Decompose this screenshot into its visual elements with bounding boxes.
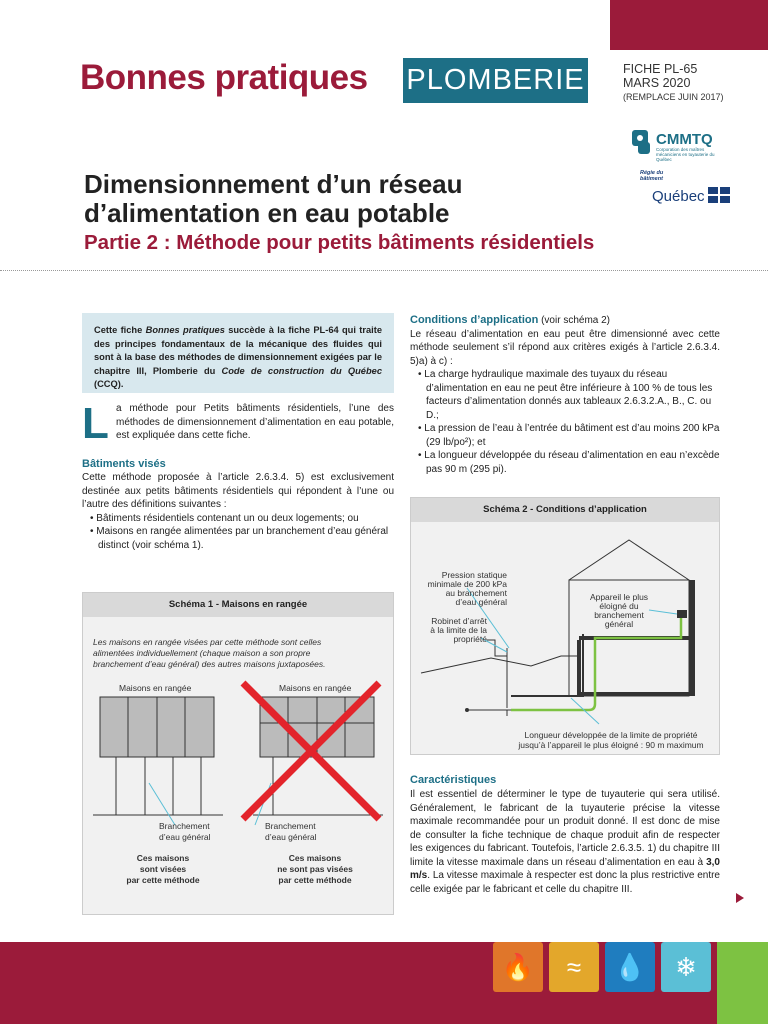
- schema1-branch-left-2: d’eau général: [159, 832, 211, 842]
- conditions-bullet-1: • La charge hydraulique maximale des tuyaux du réseau d’alimentation en eau ne peut être inférieure à 100 % de tous les facteurs d’alimentation donnés aux tableaux 2.6.3.2.A., B., C. ou D.;: [418, 369, 713, 421]
- fleur-de-lys-icon: [708, 187, 730, 203]
- conditions-heading: Conditions d’application: [410, 314, 539, 326]
- schema2-pressure-3: au branchement: [445, 588, 507, 598]
- caracteristiques-text-2: . La vitesse maximale à respecter est donc la plus restrictive entre celle exigée par le fabricant et celle du chapitre III.: [410, 870, 720, 895]
- schema2-pressure-4: d’eau général: [455, 597, 507, 607]
- cmmtq-wordmark: CMMTQ: [656, 131, 713, 148]
- intro-box: [82, 313, 394, 393]
- schema2-fixture-1: Appareil le plus: [589, 592, 649, 602]
- section-caracteristiques: [410, 774, 720, 896]
- conditions-ref: (voir schéma 2): [538, 315, 611, 326]
- schema1-diagram: [83, 593, 393, 914]
- schema2-diagram: [411, 498, 719, 754]
- schema2-valve-1: Robinet d’arrêt: [431, 616, 487, 626]
- schema1-visees-2: sont visées: [139, 864, 187, 874]
- green-accent-bar: [717, 942, 768, 1024]
- lead-paragraph: a méthode pour Petits bâtiments résidentiels, l’une des méthodes de dimensionnement d’alimentation en eau potable, est expliquée dans cette fiche.: [116, 403, 394, 441]
- drop-cap: L: [82, 399, 109, 448]
- schema1-non-visees-3: par cette méthode: [278, 875, 352, 885]
- intro-em-1: Bonnes pratiques: [145, 325, 225, 335]
- wind-icon: ≈: [549, 942, 599, 992]
- section-conditions: [410, 314, 720, 476]
- schema2-length-2: jusqu’à l’appareil le plus éloigné : 90 m maximum: [518, 740, 704, 750]
- schema1-title: Schéma 1 - Maisons en rangée: [83, 593, 393, 617]
- brand-title: Bonnes pratiques: [80, 58, 368, 97]
- schema1-non-visees-1: Ces maisons: [288, 853, 342, 863]
- supply-pipe: [511, 634, 583, 696]
- schema1-pointer-left: [149, 783, 175, 825]
- intro-text-2: succède à la fiche PL-64 qui traite des principes fondamentaux de la mécanique des fluides qui sont à la base des méthodes de dimensionnement exigées par le chapitre III, Plomberie du: [94, 325, 382, 376]
- conditions-bullet-2: • La pression de l’eau à l’entrée du bâtiment est d’au moins 200 kPa (29 lb/po²); et: [418, 423, 720, 448]
- batiments-heading: Bâtiments visés: [82, 458, 166, 470]
- fixture-icon: [677, 610, 687, 618]
- schema2-pressure-2: minimale de 200 kPa: [427, 579, 507, 589]
- fiche-replace: (REMPLACE JUIN 2017): [623, 92, 724, 102]
- conditions-text: Le réseau d’alimentation en eau peut être dimensionné avec cette méthode seulement s’il répond aux critères exigés à l’article 2.6.3.4. 5)a) à c) :: [410, 328, 720, 367]
- schema1-caption: Les maisons en rangée visées par cette méthode sont celles alimentées individuellement (chaque maison a son propre branchement d’eau général) des autres maisons juxtaposées.: [93, 637, 326, 669]
- fiche-info: [623, 62, 724, 104]
- section-batiments: [82, 458, 394, 552]
- schema1-non-visees-2: ne sont pas visées: [277, 864, 353, 874]
- subtitle: Partie 2 : Méthode pour petits bâtiments résidentiels: [84, 231, 595, 254]
- schema1-label-left: Maisons en rangée: [119, 683, 192, 693]
- schema2-fixture-3: branchement: [594, 610, 644, 620]
- caracteristiques-text-1: Il est essentiel de déterminer le type de tuyauterie qui sera utilisé. Généralement, le fabricant de la tuyauterie précise la vitesse maximale recommandée pour un produit donné. Il est donc de mise de consulter la fiche technique de chaque produit afin de respecter les exigences du fabricant. Toutefois, l’article 2.6.3.5. 1) du chapitre III limite la vitesse maximale dans un réseau d’alimentation en eau à: [410, 789, 720, 868]
- quebec-wordmark: Québec: [652, 188, 705, 205]
- intro-text-3: (CCQ).: [94, 379, 124, 389]
- fiche-number: FICHE PL-65: [623, 62, 698, 76]
- water-drop-icon: 💧: [605, 942, 655, 992]
- batiments-bullet-2: • Maisons en rangée alimentées par un branchement d’eau général distinct (voir schéma 1).: [90, 526, 389, 551]
- schema1-branch-right-2: d’eau général: [265, 832, 317, 842]
- schema2-valve-2: à la limite de la: [430, 625, 487, 635]
- caracteristiques-text: [410, 788, 720, 896]
- quebec-logo: [640, 170, 735, 210]
- schema2-length-1: Longueur développée de la limite de propriété: [524, 730, 698, 740]
- schema2-pressure-1: Pression statique: [441, 570, 507, 580]
- next-page-arrow-icon: [736, 893, 744, 903]
- schema1-box: [82, 592, 394, 915]
- batiments-bullet-1: • Bâtiments résidentiels contenant un ou deux logements; ou: [90, 512, 359, 524]
- rbq-small-label: Régie du bâtiment: [640, 170, 664, 182]
- snowflake-icon: ❄: [661, 942, 711, 992]
- fiche-date: MARS 2020: [623, 76, 691, 90]
- category-badge: PLOMBERIE: [403, 58, 588, 103]
- main-title: [84, 170, 604, 228]
- schema1-branch-left-1: Branchement: [159, 821, 210, 831]
- intro-em-2: Code de construction du Québec: [221, 365, 383, 376]
- schema2-box: [410, 497, 720, 755]
- intro-text-1: Cette fiche: [94, 325, 146, 335]
- batiments-text: Cette méthode proposée à l’article 2.6.3.4. 5) est exclusivement destinée aux petits bâtiments résidentiels qui répondent à l’une ou l’autre des définitions suivantes :: [82, 472, 394, 510]
- main-title-line2: d’alimentation en eau potable: [84, 198, 450, 228]
- main-title-line1: Dimensionnement d’un réseau: [84, 169, 463, 199]
- conditions-bullet-3: • La longueur développée du réseau d’alimentation en eau n’excède pas 90 m (295 pi).: [418, 450, 720, 475]
- schema1-label-right: Maisons en rangée: [279, 683, 352, 693]
- schema1-visees-1: Ces maisons: [136, 853, 190, 863]
- divider: [0, 270, 768, 271]
- schema2-valve-3: propriété: [453, 634, 487, 644]
- schema2-fixture-4: général: [604, 619, 634, 629]
- cmmtq-logo: [632, 128, 722, 168]
- schema2-fixture-2: éloigné du: [599, 601, 639, 611]
- caracteristiques-bold: 3,0 m/s: [410, 856, 720, 881]
- schema2-title: Schéma 2 - Conditions d’application: [411, 498, 719, 522]
- flame-icon: 🔥: [493, 942, 543, 992]
- schema1-branch-right-1: Branchement: [265, 821, 316, 831]
- caracteristiques-heading: Caractéristiques: [410, 774, 497, 786]
- schema1-visees-3: par cette méthode: [126, 875, 200, 885]
- top-brand-bar: [610, 0, 768, 50]
- cmmtq-subtitle: Corporation des maîtres mécaniciens en tuyauterie du Québec: [656, 147, 715, 162]
